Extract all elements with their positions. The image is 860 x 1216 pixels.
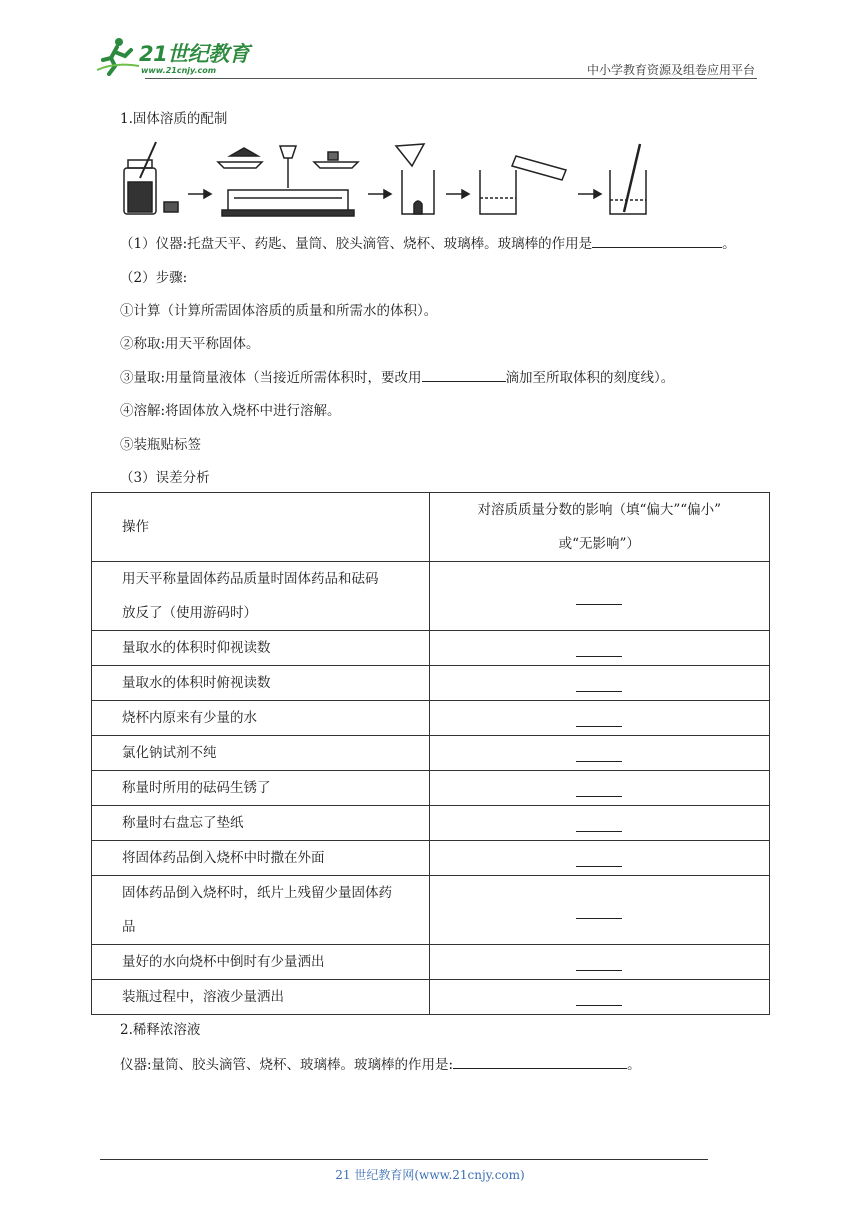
answer-blank[interactable] (576, 641, 622, 657)
table-header-row (92, 493, 770, 562)
answer-blank[interactable] (576, 746, 622, 762)
reagent-bottle-icon (124, 142, 178, 214)
footer-divider (100, 1159, 708, 1160)
table-row: 将固体药品倒入烧杯中时撒在外面 (92, 841, 770, 876)
step-label: ⑤装瓶贴标签 (120, 437, 201, 453)
analysis-title: （3）误差分析 (120, 470, 210, 486)
dropper-blank[interactable] (422, 369, 506, 382)
answer-blank[interactable] (576, 851, 622, 867)
error-analysis-table (91, 492, 770, 1015)
section1-title: 1.固体溶质的配制 (120, 111, 228, 127)
platform-name: 中小学教育资源及组卷应用平台 (586, 63, 755, 77)
table-row: 装瓶过程中，溶液少量洒出 (92, 980, 770, 1015)
answer-blank[interactable] (576, 816, 622, 832)
apparatus-illustration (118, 138, 658, 220)
arrow-icon (188, 190, 211, 198)
site-logo (95, 36, 265, 76)
section2-title: 2.稀释浓溶液 (120, 1022, 201, 1038)
glass-rod-purpose-blank[interactable] (592, 235, 722, 248)
answer-blank[interactable] (576, 781, 622, 797)
table-row: 量取水的体积时俯视读数 (92, 666, 770, 701)
answer-blank[interactable] (576, 711, 622, 727)
dilution-rod-purpose-blank[interactable] (453, 1056, 627, 1069)
table-row: 称量时所用的砝码生锈了 (92, 771, 770, 806)
header-divider (145, 78, 757, 79)
table-row: 用天平称量固体药品质量时固体药品和砝码 放反了（使用游码时） (92, 562, 770, 631)
step-measure: ③量取:用量筒量液体（当接近所需体积时，要改用 滴加至所取体积的刻度线）。 (120, 370, 675, 386)
answer-blank[interactable] (576, 955, 622, 971)
logo-text: 21世纪教育 (139, 42, 250, 66)
table-row: 量好的水向烧杯中倒时有少量洒出 (92, 945, 770, 980)
col-effect-header: 对溶质质量分数的影响（填“偏大”“偏小” 或“无影响”） (429, 493, 769, 562)
step-weigh: ②称取:用天平称固体。 (120, 336, 260, 352)
col-operation-header: 操作 (92, 493, 430, 562)
answer-blank[interactable] (576, 589, 622, 605)
page-header (95, 30, 757, 80)
table-row: 量取水的体积时仰视读数 (92, 631, 770, 666)
answer-blank[interactable] (576, 903, 622, 919)
table-row: 称量时右盘忘了垫纸 (92, 806, 770, 841)
beaker-pouring-solid-icon (396, 144, 434, 214)
table-row: 烧杯内原来有少量的水 (92, 701, 770, 736)
table-row: 氯化钠试剂不纯 (92, 736, 770, 771)
answer-blank[interactable] (576, 990, 622, 1006)
instruments-line: （1）仪器:托盘天平、药匙、量筒、胶头滴管、烧杯、玻璃棒。玻璃棒的作用是 。 (120, 236, 736, 252)
balance-icon (218, 146, 358, 216)
beaker-pouring-water-icon (480, 156, 566, 214)
step-calculate: ①计算（计算所需固体溶质的质量和所需水的体积）。 (120, 303, 438, 319)
beaker-stirring-icon (610, 144, 646, 214)
section2-instruments: 仪器:量筒、胶头滴管、烧杯、玻璃棒。玻璃棒的作用是: 。 (120, 1057, 641, 1073)
steps-title: （2）步骤: (120, 270, 188, 286)
footer-text[interactable]: 21 世纪教育网(www.21cnjy.com) (335, 1168, 525, 1182)
logo-url: www.21cnjy.com (141, 66, 217, 75)
answer-blank[interactable] (576, 676, 622, 692)
runner-logo-icon (95, 36, 141, 76)
table-row: 固体药品倒入烧杯时，纸片上残留少量固体药 品 (92, 876, 770, 945)
step-dissolve: ④溶解:将固体放入烧杯中进行溶解。 (120, 403, 341, 419)
